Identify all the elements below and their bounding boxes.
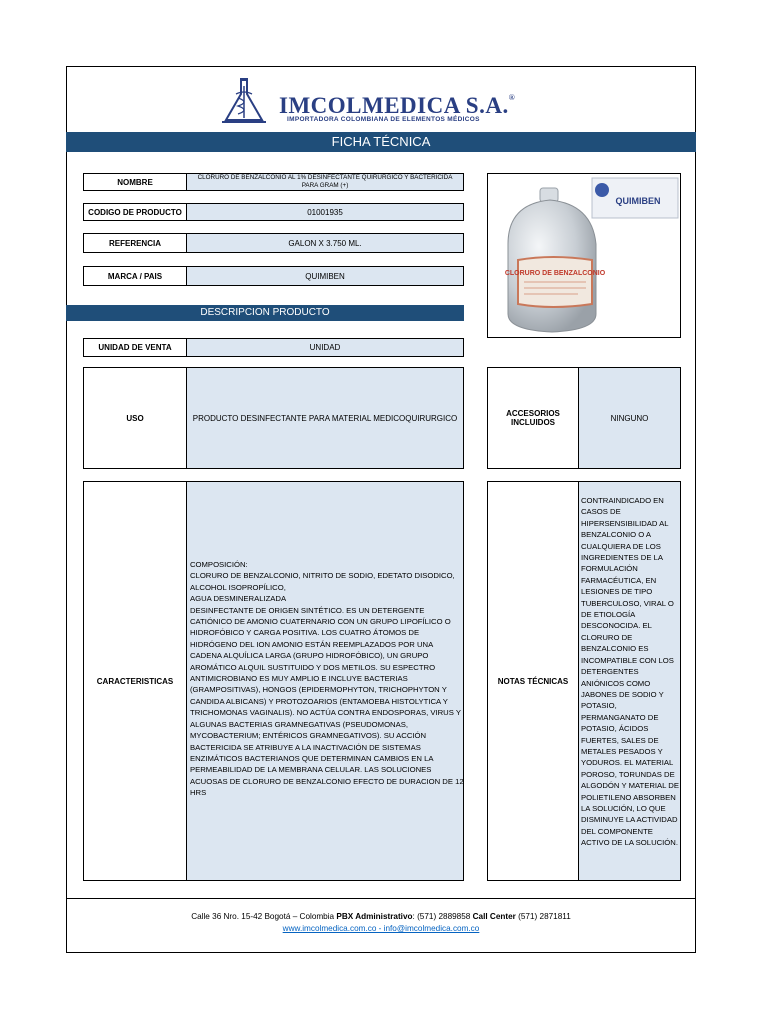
sheet-title: FICHA TÉCNICA	[331, 134, 431, 149]
product-image	[487, 173, 681, 338]
bottle-label-text: CLORURO DE BENZALCONIO	[504, 270, 606, 277]
unidad-label: UNIDAD DE VENTA	[83, 338, 187, 357]
accesorios-value: NINGUNO	[578, 367, 681, 469]
notas-label: NOTAS TÉCNICAS	[487, 481, 579, 881]
descripcion-band	[66, 305, 464, 321]
descripcion-title: DESCRIPCION PRODUCTO	[200, 307, 330, 318]
caracteristicas-text	[190, 559, 464, 799]
notas-text: CONTRAINDICADO EN CASOS DE HIPERSENSIBILIDAD AL BENZALCONIO O A CUALQUIERA DE LOS INGREDIENTES DE LA FORMULACIÓN FARMACÉUTICA, EN LESIONES DE TIPO TUBERCULOSO, VIRAL O DE ETIOLOGÍA DESCONOCIDA. EL CLORURO DE BENZALCONIO ES INCOMPATIBLE CON LOS DETERGENTES ANIÓNICOS COMO JABONES DE SODIO Y POTASIO, PERMANGANATO DE POTASIO, ÁCIDOS FUERTES, SALES DE METALES PESADOS Y YODUROS. EL MATERIAL POROSO, TORUNDAS DE ALGODÓN Y MATERIAL DE POLIETILENO ABSORBEN LA SOLUCIÓN, LO QUE DISMINUYE LA ACTIVIDAD DEL COMPONENTE ACTIVO DE LA SOLUCIÓN.	[581, 496, 679, 848]
flask-caduceus-logo-icon	[216, 76, 272, 124]
caracteristicas-value	[186, 481, 464, 881]
sheet-title-band	[66, 132, 696, 152]
caracteristicas-line: DESINFECTANTE DE ORIGEN SINTÉTICO. ES UN DETERGENTE CATIÓNICO DE AMONIO CUATERNARIO CON UN GRUPO LIPOFÍLICO O HIDROFÓBICO Y CARGA POSITIVA. LOS CUATRO ÁTOMOS DE HIDRÓGENO DEL ION AMONIO ESTÁN REEMPLAZADOS POR UNA CADENA ALQUÍLICA LARGA (GRUPO HIDROFÓBICO), UN GRUPO AROMÁTICO ALQUIL SUSTITUIDO Y DOS METILOS. SU ESPECTRO ANTIMICROBIANO ES MUY AMPLIO E INCLUYE BACTERIAS (GRAMPOSITIVAS), HONGOS (EPIDERMOPHYTON, TRICHOPHYTON Y CANDIDA ALBICANS) Y PROTOZOARIOS (ENTAMOEBA HISTOLYTICA Y TRICHOMONAS VAGINALIS). NO ACTÚA CONTRA ENDOSPORAS, VIRUS Y ALGUNAS BACTERIAS GRAMNEGATIVAS (PSEUDOMONAS, MYCOBACTERIUM; ENTÉRICOS GRAMNEGATIVOS). SU ACCIÓN BACTERICIDA SE ATRIBUYE A LA INACTIVACIÓN DE SISTEMAS ENZIMÁTICOS BACTERIANOS QUE DETERMINAN CAMBIOS EN LA PERMEABILIDAD DE LA MEMBRANA CELULAR. LAS SOLUCIONES ACUOSAS DE CLORURO DE BENZALCONIO EFECTO DE DURACION DE 12 HRS	[190, 605, 464, 798]
caracteristicas-line: COMPOSICIÓN:	[190, 560, 248, 569]
marca-value: QUIMIBEN	[186, 266, 464, 286]
bottle-illustration	[488, 174, 681, 338]
footer-address: Calle 36 Nro. 15-42 Bogotá – Colombia PBX Administrativo: (571) 2889858 Call Center (571) 2871811	[191, 912, 571, 921]
footer-links[interactable]: www.imcolmedica.com.co - info@imcolmedica.com.co	[282, 924, 480, 933]
nombre-label: NOMBRE	[83, 173, 187, 191]
codigo-value: 01001935	[186, 203, 464, 221]
referencia-label: REFERENCIA	[83, 233, 187, 253]
notas-value	[578, 481, 681, 881]
unidad-value: UNIDAD	[186, 338, 464, 357]
uso-label: USO	[83, 367, 187, 469]
caracteristicas-line: CLORURO DE BENZALCONIO, NITRITO DE SODIO, EDETATO DISODICO, ALCOHOL ISOPROPÍLICO,	[190, 571, 455, 592]
caracteristicas-label: CARACTERISTICAS	[83, 481, 187, 881]
company-name: IMCOLMEDICA S.A.®	[279, 93, 516, 118]
caracteristicas-line: AGUA DESMINERALIZADA	[190, 594, 287, 604]
uso-value: PRODUCTO DESINFECTANTE PARA MATERIAL MEDICOQUIRURGICO	[186, 367, 464, 469]
accesorios-label: ACCESORIOS INCLUIDOS	[487, 367, 579, 469]
codigo-label: CODIGO DE PRODUCTO	[83, 203, 187, 221]
nombre-value: CLORURO DE BENZALCONIO AL 1% DESINFECTANTE QUIRURGICO Y BACTERICIDA PARA GRAM (+)	[186, 173, 464, 191]
referencia-value: GALON X 3.750 ML.	[186, 233, 464, 253]
footer-divider	[66, 898, 696, 899]
company-tagline: IMPORTADORA COLOMBIANA DE ELEMENTOS MÉDICOS	[287, 116, 480, 123]
marca-label: MARCA / PAIS	[83, 266, 187, 286]
brand-badge-text: QUIMIBEN	[615, 196, 661, 206]
